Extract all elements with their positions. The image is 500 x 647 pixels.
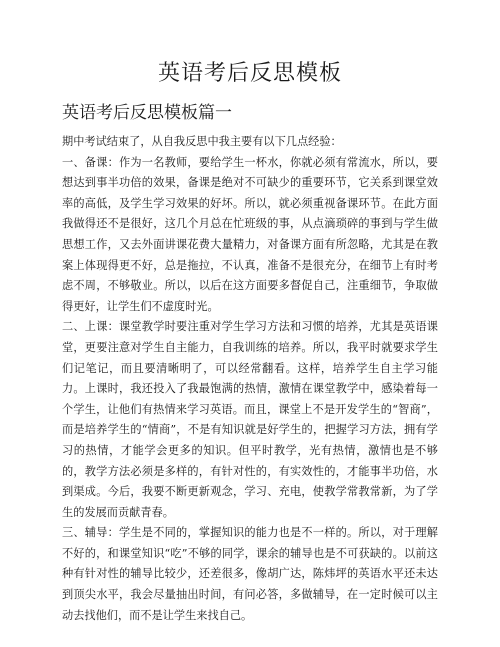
- paragraph-tutoring: 三、辅导：学生是不同的，掌握知识的能力也是不一样的。所以，对于理解不好的，和课堂知识“吃”不够的同学，课余的辅导也是不可获缺的。以前这种有针对性的辅导比较少，还差很多，像胡广达，陈炜坪的英语水平还未达到顶尖水平，我会尽量抽出时间，有问必答，多做辅导，在一定时候可以主动去找他们，而不是让学生来找自己。: [62, 526, 438, 622]
- paragraph-lesson-prep: 一、备课：作为一名教师，要给学生一杯水，你就必须有常流水，所以，要想达到事半功倍的效果，备课是绝对不可缺少的重要环节，它关系到课堂效率的高低，及学生学习效果的好坏。所以，就必须重视备课环节。在此方面我做得还不是很好，这几个月总在忙班级的事，从点滴琐碎的事到与学生做思想工作，又去外面讲课花费大量精力，对备课方面有所忽略，尤其是在教案上体现得更不好，总是拖拉，不认真，准备不是很充分，在细节上有时考虑不周，不够敬业。所以，以后在这方面要多督促自己，注重细节，争取做得更好，让学生们不虚度时光。: [62, 155, 438, 313]
- paragraph-intro: 期中考试结束了，从自我反思中我主要有以下几点经验：: [62, 135, 342, 148]
- document-title: 英语考后反思模板: [157, 61, 342, 86]
- section-title: 英语考后反思模板篇一: [62, 103, 232, 123]
- paragraph-teaching: 二、上课：课堂教学时要注重对学生学习方法和习惯的培养，尤其是英语课堂，更要注意对学生自主能力，自我训练的培养。所以，我平时就要求学生们记笔记，而且要清晰明了，可以经常翻看。这样，培养学生自主学习能力。上课时，我还投入了我最饱满的热情，激情在课堂教学中，感染着每一个学生，让他们有热情来学习英语。而且，课堂上不是开发学生的“智商”，而是培养学生的“情商”，不是有知识就是好学生的，把握学习方法，拥有学习的热情，才能学会更多的知识。但平时教学，光有热情，激情也是不够的，教学方法必须是多样的，有针对性的，有实效性的，才能事半功倍，水到渠成。今后，我要不断更新观念，学习、充电，使教学常教常新，为了学生的发展而贡献青春。: [62, 320, 438, 519]
